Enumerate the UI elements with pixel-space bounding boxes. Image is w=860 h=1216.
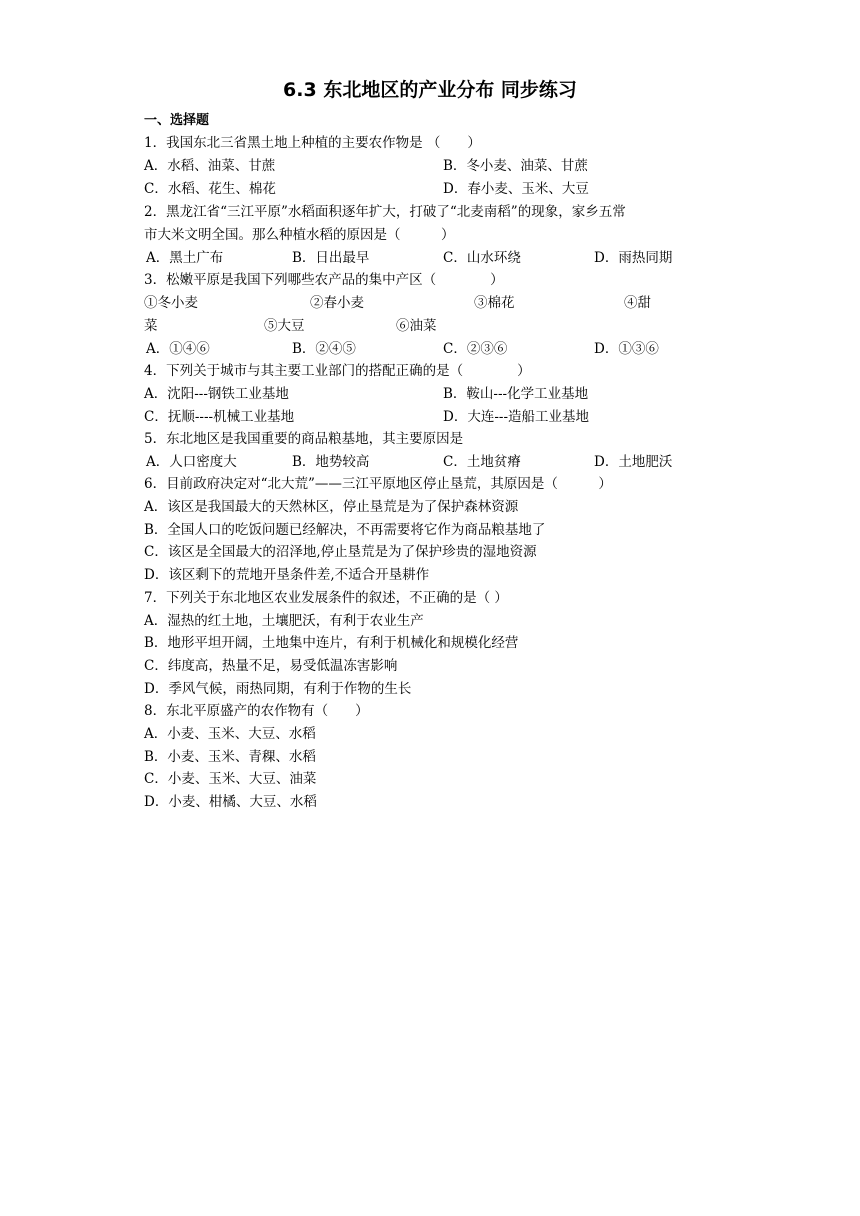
q4-option-d: D．大连---造船工业基地 <box>443 409 590 425</box>
q1-option-c: C．水稻、花生、棉花 <box>144 181 276 197</box>
question-8-stem: 8．东北平原盛产的农作物有（ ） <box>144 703 369 719</box>
q3-item-5: ⑤大豆 <box>264 318 305 334</box>
q3-item-2: ②春小麦 <box>310 295 364 311</box>
q8-option-d: D．小麦、柑橘、大豆、水稻 <box>144 794 317 810</box>
q8-option-b: B．小麦、玉米、青稞、水稻 <box>144 749 316 765</box>
q1-option-d: D．春小麦、玉米、大豆 <box>443 181 589 197</box>
question-2-stem: 2．黑龙江省“三江平原”水稻面积逐年扩大，打破了“北麦南稻”的现象，家乡五常 <box>144 204 626 220</box>
q7-option-a: A．湿热的红土地，土壤肥沃，有利于农业生产 <box>144 613 424 629</box>
q2-option-d: D．雨热同期 <box>594 250 673 266</box>
question-4-stem: 4．下列关于城市与其主要工业部门的搭配正确的是（ ） <box>144 363 531 379</box>
q4-option-b: B．鞍山---化学工业基地 <box>443 386 589 402</box>
question-1-stem: 1．我国东北三省黑土地上种植的主要农作物是 （ ） <box>144 135 481 151</box>
q5-option-d: D．土地肥沃 <box>594 454 673 470</box>
q7-option-b: B．地形平坦开阔，土地集中连片，有利于机械化和规模化经营 <box>144 635 519 651</box>
q6-option-b: B．全国人口的吃饭问题已经解决，不再需要将它作为商品粮基地了 <box>144 522 546 538</box>
q3-item-6: ⑥油菜 <box>396 318 437 334</box>
q3-item-1: ①冬小麦 <box>144 295 198 311</box>
q7-option-c: C．纬度高，热量不足，易受低温冻害影响 <box>144 658 398 674</box>
q1-option-a: A．水稻、油菜、甘蔗 <box>144 158 276 174</box>
q5-option-a: A．人口密度大 <box>146 454 237 470</box>
q4-option-c: C．抚顺----机械工业基地 <box>144 409 295 425</box>
q5-option-b: B．地势较高 <box>292 454 370 470</box>
question-7-stem: 7．下列关于东北地区农业发展条件的叙述，不正确的是（ ） <box>144 590 508 606</box>
q3-option-b: B．②④⑤ <box>292 341 356 357</box>
q3-item-3: ③棉花 <box>474 295 515 311</box>
q1-option-b: B．冬小麦、油菜、甘蔗 <box>443 158 588 174</box>
q5-option-c: C．土地贫瘠 <box>443 454 521 470</box>
question-3-stem: 3．松嫩平原是我国下列哪些农产品的集中产区（ ） <box>144 272 504 288</box>
q2-option-c: C．山水环绕 <box>443 250 521 266</box>
q6-option-d: D．该区剩下的荒地开垦条件差,不适合开垦耕作 <box>144 567 430 583</box>
question-2-stem-cont: 市大米文明全国。那么种植水稻的原因是（ ） <box>144 227 455 243</box>
question-5-stem: 5．东北地区是我国重要的商品粮基地，其主要原因是 <box>144 431 464 447</box>
q4-option-a: A．沈阳---钢铁工业基地 <box>144 386 289 402</box>
page-title: 6.3 东北地区的产业分布 同步练习 <box>283 79 577 101</box>
q3-option-a: A．①④⑥ <box>146 341 210 357</box>
q2-option-a: A．黑土广布 <box>146 250 224 266</box>
q8-option-a: A．小麦、玉米、大豆、水稻 <box>144 726 316 742</box>
question-6-stem: 6．目前政府决定对“北大荒”——三江平原地区停止垦荒，其原因是（ ） <box>144 476 612 492</box>
q7-option-d: D．季风气候，雨热同期，有利于作物的生长 <box>144 681 412 697</box>
section-heading: 一、选择题 <box>144 113 210 128</box>
q6-option-a: A．该区是我国最大的天然林区，停止垦荒是为了保护森林资源 <box>144 499 519 515</box>
q3-item-4: ④甜 <box>624 295 651 311</box>
q6-option-c: C．该区是全国最大的沼泽地,停止垦荒是为了保护珍贵的湿地资源 <box>144 544 537 560</box>
q2-option-b: B．日出最早 <box>292 250 370 266</box>
q3-option-c: C．②③⑥ <box>443 341 508 357</box>
q3-option-d: D．①③⑥ <box>594 341 659 357</box>
q3-item-4-cont: 菜 <box>144 318 158 334</box>
q8-option-c: C．小麦、玉米、大豆、油菜 <box>144 771 317 787</box>
